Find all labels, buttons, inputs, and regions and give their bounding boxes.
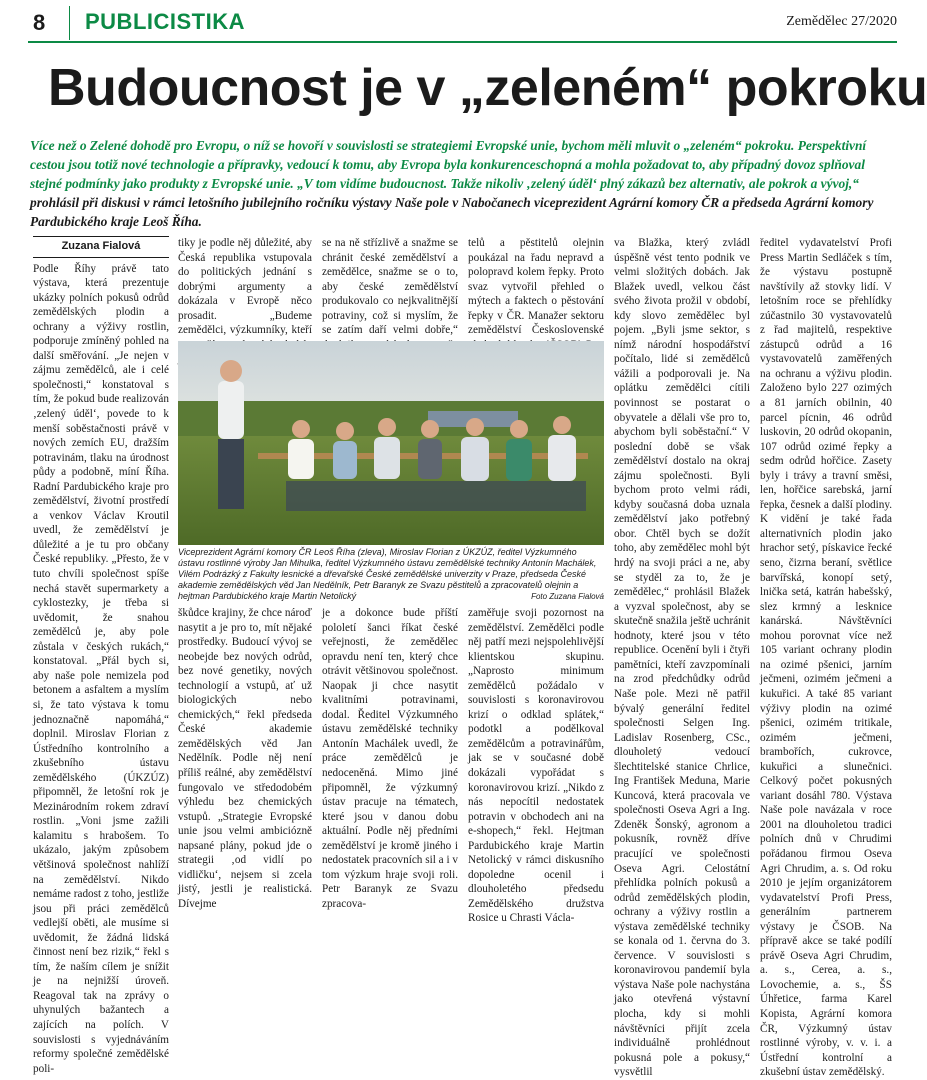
page-header	[0, 0, 923, 44]
section-title: PUBLICISTIKA	[85, 9, 245, 34]
column-2-top-text: tiky je podle něj důležité, aby Česká republika vstupovala do politických jednání s dobrými argumenty a dokázala v Evropě něco prosadit. „Budeme zemědělci, výzkumníky, kteří	[178, 237, 312, 337]
column-3-bottom-text: je a dokonce bude příští pololetí šanci říkat české veřejnosti, že zemědělec opravdu není ten, který chce otrávit většinovou společnost. Naopak ji chce nasytit kvalitními potravinami, dodal. Ředitel Výzkumného ústavu zemědělské techniky Antonín Machálek uvedl, že práce zemědělců je nedoceněná. Mimo jiné připomněl, že výzkumný ústav pracuje na tématech, které jsou v danou dobu aktuální. Podle něj předními zemědělství je kromě jiného i nedostatek pracovních sil a i v tom výzkum hraje svoji roli. Petr Baranyk ze Svazu zpracova-	[322, 607, 458, 910]
column-5-text: va Blažka, který zvládl úspěšně vést tento podnik ve velmi složitých dobách. Jak Blažek uvedl, velkou část svého života prožil v období, kdy slovo zemědělec byl pojem. „Byli jsme sektor, s nímž národní hospodářství počítalo, lidé si zemědělců vážili a podporovali je. Na oplátku zemědělci cítili povinnost se postarat o obyvatele a dělali vše pro to, abychom byli soběstační.“ V poslední době se však zemědělství dostalo na okraj zájmu společnosti. Byli bychom proto velmi rádi, kdyby současná doba uznala zemědělství jako potřebný obor. Chtěl bych se dožít toho, aby zemědělec mohl být hrdý na svoji práci a ne, aby se styděl za to, že je zemědělec,“ prohlásil Blažek a vyzval společnost, aby se skutečně snažila ještě uchránit hodnoty, které jsou v této republice. Ocenění byli i čtyři pamětníci, kteří zavzpomínali na zrod předchůdky odrůd Naše pole. Mezi ně patřil bývalý generální ředitel společnosti Selgen Ing. Ladislav Rosenberg, CSc., dlouholetý vedoucí šlechtitelské stanice Chrlice, Ing František Meduna, Marie Kuncová, která pracovala ve společnosti Oseva Agri a Ing. Zdeněk Šonský, agronom a pokusník, rovněž dříve pracující ve společnosti Oseva Agri. Celostátní přehlídka polních pokusů a odrůd zemědělských plodin, ochrany a výživy rostlin a výstava zemědělské techniky se konala od 1. června do 3. července. V souvislosti s koronavirovou pandemií byla výstava Naše pole nachystána jako otevřená výstavní plocha, kdy si mohli návštěvníci přijít zcela individuálně prohlédnout pokusná pole a pokusy,“ vysvětlil	[614, 237, 750, 1079]
lead-part-1: Více než o Zelené dohodě pro Evropu, o níž se hovoří v souvislosti se strategiemi Evropské unie, bychom měli mluvit o „zeleném“ pokroku. Perspektivní cestou jsou totiž nové technologie a přípravky, vedoucí k tomu, aby Evropa byla konkurenceschopná a mohla požadovat to, aby případný dovoz splňoval stejné podmínky jako produkty z Evropské unie. „V tom vidíme budoucnost. Takže nikoliv ‚zelený úděl‘ plný zákazů bez alternativ, ale pokrok a vývoj,“	[30, 138, 867, 191]
column-2-top	[178, 236, 312, 336]
lead-part-2: prohlásil při diskusi v rámci letošního jubilejního ročníku výstavy Naše pole v Nabočanech viceprezident Agrární komory ČR a předseda Agrární komory Pardubického kraje Leoš Říha.	[30, 195, 874, 229]
page-number: 8	[33, 10, 46, 35]
issue-label: Zemědělec 27/2020	[786, 14, 897, 29]
column-4-bottom-text: zaměřuje svoji pozornost na zemědělství. Zemědělci podle něj patří mezi nejspolehlivější klientskou skupinu. „Naprosto minimum zemědělců požádalo v souvislosti s koronavirovou krizí o odklad splátek,“ podotkl a podělkoval zemědělcům a potravinářům, jak se v současné době dokázali vypořádat s koronavirovou krizí. „Nikdo z nás nepocítil nedostatek potravin v obchodech ani na e-shopech,“ řekl. Hejtman Pardubického kraje Martin Netolický v rámci diskusního dopoledne ocenil i dlouholetého předsedu Zemědělského družstva Rosice u Chrasti Václa-	[468, 607, 604, 925]
column-4-top-text: telů a pěstitelů olejnin poukázal na řadu nepravd a polopravd kolem řepky. Proto svaz vytvořil přehled o mýtech a faktech o pěstování řepky v ČR. Manažer sektoru zemědělství Československé	[468, 237, 604, 337]
column-1	[33, 236, 169, 1075]
event-photo	[178, 341, 604, 545]
column-4-bottom	[468, 606, 604, 925]
column-1-text: Podle Říhy právě tato výstava, která prezentuje ukázky polních pokusů odrůd zemědělských plodin a ochrany a výživy rostlin, podporuje zmíněný pohled na další směřování. „Je nejen v zájmu zemědělců, ale i celé společnosti,“ konstatoval s tím, že pokud bude realizován ‚zelený úděl‘, povede to k menší soběstačnosti právě v nových zemích EU, dražším potravinám, tlaku na úrodnost půdy a podobně, míní Říha. Radní Pardubického kraje pro zemědělství, životní prostředí a venkov Václav Kroutil uvedl, že zemědělství je důležité a je tu pro občany České republiky. „Přesto, že v tuto chvíli společnost spíše nechá stavět supermarkety a cyklostezky, je třeba si uvědomit, že snahou zemědělců je, aby pole zůstala v českých rukách,“ konstatoval. „Přál bych si, aby naše pole nemizela pod betonem a asfaltem a myslím si, že tato výstava k tomu jednoznačně napomáhá,“ doplnil. Miroslav Florian z Ústředního kontrolního a zkušebního ústavu zemědělského (ÚKZÚZ) připomněl, že letošní rok je Mezinárodním rokem zdraví rostlin. „Voni jsme zažili kalamitu s hrabošem. To ukázalo, jakým způsobem většinová společnost nahlíží na zemědělství. Nikdo nemáme radost z toho, jestliže jsou při práci zemědělců vedlejší oběti, ale musíme si uvědomit, že žádná lidská činnost není bez rizik,“ řekl s tím, že naším cílem je snížit je na nejnižší úroveň. Reagoval tak na zprávy o uhynulých bažantech a zajících na polích. V souvislosti s vyjednáváním reformy společné zemědělské poli-	[33, 262, 169, 1075]
column-4-top	[468, 236, 604, 336]
lead-paragraph	[30, 136, 896, 231]
column-3-top-text: se na ně střízlivě a snažme se chránit české zemědělství a zemědělce, snažme se o to, aby české zemědělství produkovalo co nejkvalitnější potraviny, což si myslím, že se zatím daří velmi dobře,“	[322, 237, 458, 337]
column-2-bottom-text: škůdce krajiny, že chce nároď nasytit a je pro to, mít nějaké prostředky. Budoucí vývoj se neobejde bez nových odrůd, bez nové genetiky, nových technologií a vstupů, ať už biologických nebo chemických,“ řekl předseda České akademie zemědělských věd Jan Nedělník. Podle něj není příliš reálné, aby zemědělství fungovalo ve středodobém výhledu bez chemických vstupů. „Strategie Evropské unie jsou velmi ambiciózně napsané plány, pokud jde o strategii ‚od vidlí po vidličku‘, nejsem si zcela jistý, jestli je realistická. Dívejme	[178, 607, 312, 910]
column-6-text: ředitel vydavatelství Profi Press Martin Sedláček s tím, že výstavu postupně navštívily až stovky lidí. V letošním roce se přehlídky zúčastnilo 30 vystavovatelů z řad majitelů, respektive zástupců odrůd a 16 vystavovatelů zaměřených na ochranu a výživu plodin. Založeno bylo 227 ozimých a 81 jarních obilnin, 40 parcel pícnin, 46 odrůd luskovin, 20 odrůd okopanin, 107 odrůd ozimé řepky a sedm odrůd hořčice. Zasety byly i trávy a travní směsi, len, hořčice sarebská, jarní řepka, česnek a další plodiny. K vidění je také řada alternativních plodin jako hrachor setý, pískavice řecké seno, čizrna beraní, světlice barvířská, konopí setý, lnička setá, katrán habešský, slez krmný a lesknice kanárská. Návštěvníci mohou porovnat více než 105 variant ochrany plodin na ozimé pšenici, jarním ječmeni, ozimém ječmeni a kukuřici. A také 85 variant výživy plodin na ozimé pšenici, ozimém tritikale, ozimém ječmeni, brambořích, cukrovce, kukuřici a slunečnici. Celkový počet pokusných variant dosáhl 780. Výstava Naše pole navázala v roce 2001 na dlouholetou tradici polních dnů v Chrudimi pořádanou firmou Oseva Agri Chrudim, a. s. Od roku 2010 je jejím organizátorem vydavatelství Profi Press, generálním partnerem výstavy je ČSOB. Na přípravě akce se také podílí právě Oseva Agri Chrudim, a. s., Cerea, a. s., Lovochemie, a. s., ŠS Úhřetice, farma Karel Kopista, Agrární komora ČR, Výzkumný ústav rostlinné výroby, v. v. i. a Ústřední kontrolní a zkušební ústav zemědělský.	[760, 237, 892, 1079]
byline: Zuzana Fialová	[33, 236, 169, 258]
column-3-bottom	[322, 606, 458, 910]
photo-caption	[178, 547, 604, 602]
headline: Budoucnost je v „zeleném“ pokroku	[48, 59, 927, 117]
column-3-top	[322, 236, 458, 336]
column-6	[760, 236, 892, 1079]
photo-credit: Foto Zuzana Fialová	[531, 592, 604, 601]
header-divider	[69, 6, 70, 40]
column-5	[614, 236, 750, 1079]
caption-text: Viceprezident Agrární komory ČR Leoš Říha (zleva), Miroslav Florian z ÚKZÚZ, ředitel Výzkumného ústavu rostlinné výroby Jan Mihulka, ředitel Výzkumného ústavu zemědělské techniky Antonín Machálek, Vilém Podrázký z Fakulty lesnické a dřevařské České zemědělské univerzity v Praze, předseda České akademie zemědělských věd Jan Nedělník, Petr Baranyk ze Svazu pěstitelů a zpracovatelů olejnin a hejtman Pardubického kraje Martin Netolický	[178, 547, 597, 601]
column-2-bottom	[178, 606, 312, 910]
header-rule	[28, 41, 897, 43]
